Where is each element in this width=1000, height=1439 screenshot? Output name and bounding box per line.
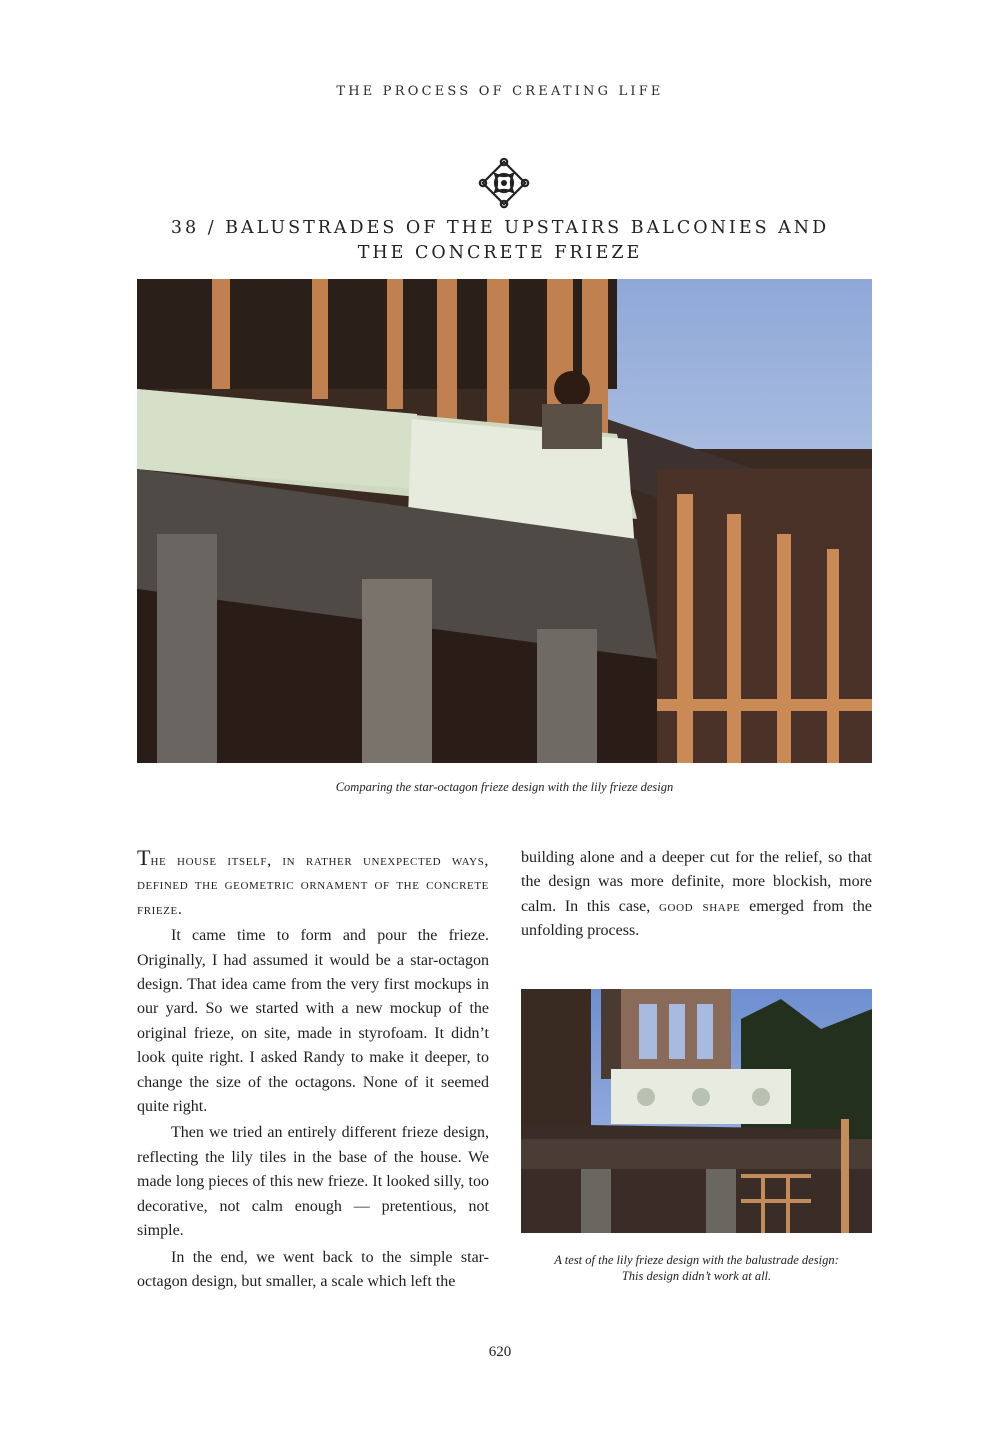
good-shape-term: good shape <box>659 897 741 915</box>
second-photo-caption-line-1: A test of the lily frieze design with the balustrade design: <box>554 1253 839 1267</box>
drop-cap: T <box>137 845 151 870</box>
continued-text: building alone and a deeper cut for the relief, so that the design was more definite, more blockish, more calm. In this case, <box>521 849 872 915</box>
lily-frieze-test-photo <box>521 989 872 1233</box>
main-photo-caption: Comparing the star-octagon frieze design with the lily frieze design <box>335 780 674 794</box>
frieze-comparison-photo <box>137 279 872 763</box>
paragraph-4: In the end, we went back to the simple star-octagon design, but smaller, a scale which left the <box>137 1248 489 1290</box>
continued-text-end: emerged from the unfolding process. <box>521 897 873 940</box>
section-title <box>120 216 880 266</box>
running-head: THE PROCESS OF CREATING LIFE <box>336 84 664 99</box>
paragraph-3: Then we tried an entirely different frieze design, reflecting the lily tiles in the base of the house. We made long pieces of this new frieze. It looked silly, too decorative, not calm enough — pretentious, not simple. <box>137 1124 489 1240</box>
page-number: 620 <box>488 1344 512 1360</box>
paragraph-2: It came time to form and pour the frieze. Originally, I had assumed it would be a star-octagon design. That idea came from the very first mockups in our yard. So we started with a new mockup of the original frieze, on site, made in styrofoam. It didn’t look quite right. I asked Randy to make it deeper, to change the size of the octagons. None of it seemed quite right. <box>137 927 489 1116</box>
opening-paragraph <box>137 846 489 922</box>
second-photo-caption <box>515 1252 878 1284</box>
paragraph-continued <box>521 846 872 944</box>
body-column-right <box>521 846 872 944</box>
second-photo-caption-line-2: This design didn’t work at all. <box>621 1269 772 1283</box>
section-title-line-2: THE CONCRETE FRIEZE <box>357 243 643 263</box>
section-title-line-1: 38 / BALUSTRADES OF THE UPSTAIRS BALCONIES AND <box>170 218 830 238</box>
body-column-left <box>137 846 489 1294</box>
celtic-knot-ornament-icon <box>477 156 531 210</box>
opening-lead: he house itself, in rather unexpected ways, defined the geometric ornament of the concrete frieze. <box>137 852 489 918</box>
